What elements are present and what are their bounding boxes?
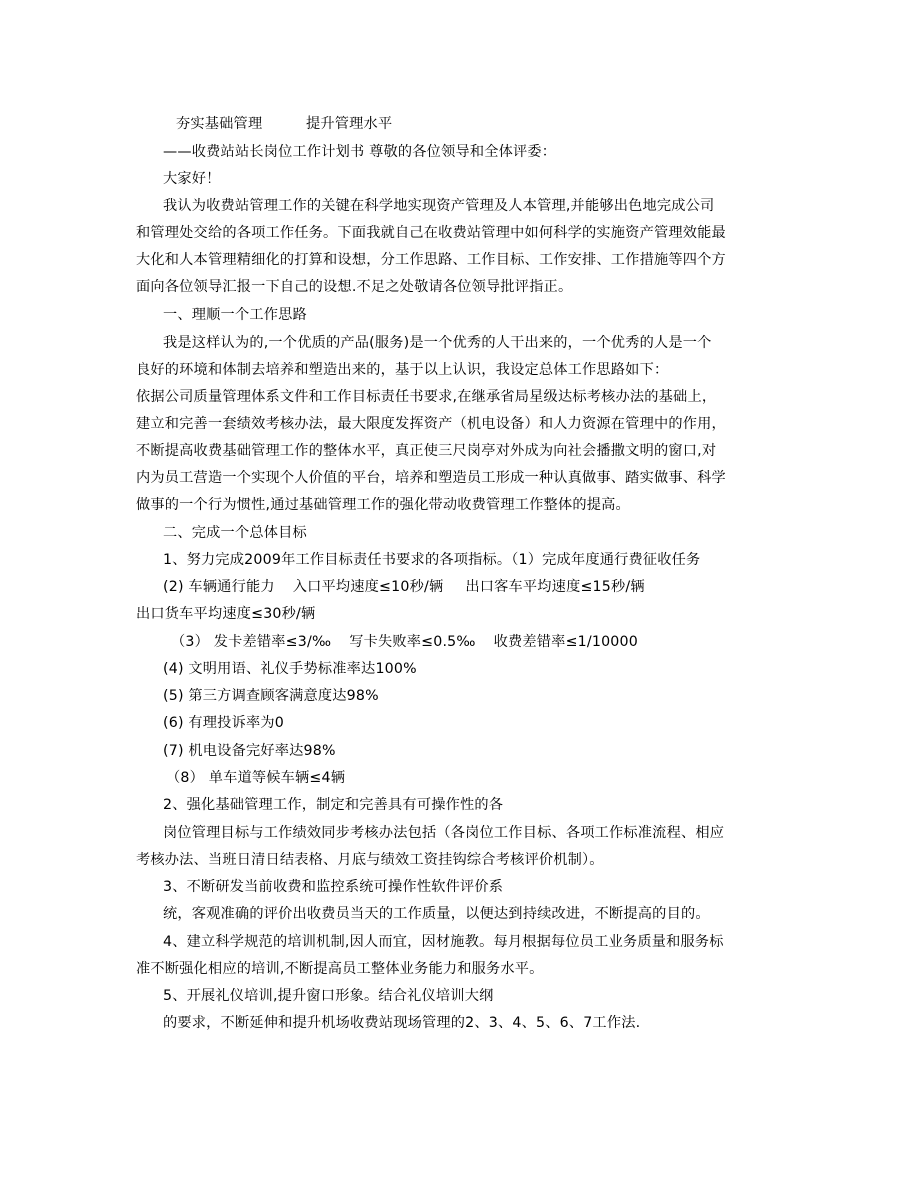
goal-item-2-body: 岗位管理目标与工作绩效同步考核办法包括（各岗位工作目标、各项工作标准流程、相应 [163,825,725,841]
intro-line: 和管理处交给的各项工作任务。下面我就自己在收费站管理中如何科学的实施资产管理效能最 [136,225,726,241]
section1-para2-line: 不断提高收费基础管理工作的整体水平，真正使三尺岗亭对外成为向社会播撒文明的窗口,对 [136,443,717,459]
greeting: 大家好！ [163,171,221,187]
section1-para2-line: 做事的一个行为惯性,通过基础管理工作的强化带动收费管理工作整体的提高。 [136,497,630,513]
goal-item-1-2 [163,577,645,597]
section1-para2-line: 内为员工营造一个实现个人价值的平台，培养和塑造员工形成一种认真做事、踏实做事、科学 [136,470,726,486]
goal-item-1-7: (7) 机电设备完好率达98% [163,743,336,759]
document-title-part1: 夯实基础管理 [176,116,263,132]
goal-item-1-3-fee-error: 收费差错率≤1/10000 [493,634,638,650]
document-title-part2: 提升管理水平 [306,116,393,132]
goal-item-2-head: 2、强化基础管理工作，制定和完善具有可操作性的各 [163,797,504,813]
goal-item-1-6: (6) 有理投诉率为0 [163,715,284,731]
intro-line: 大化和人本管理精细化的打算和设想，分工作思路、工作目标、工作安排、工作措施等四个方 [136,252,726,268]
goal-item-5-body: 的要求，不断延伸和提升机场收费站现场管理的2、3、4、5、6、7工作法. [163,1015,641,1031]
goal-item-1-2-entry-speed: 入口平均速度≤10秒/辆 [292,579,444,595]
intro-line: 我认为收费站管理工作的关键在科学地实现资产管理及人本管理,并能够出色地完成公司 [163,198,715,214]
intro-line: 面向各位领导汇报一下自己的设想.不足之处敬请各位领导批评指正。 [136,279,573,295]
section1-para2-line: 依据公司质量管理体系文件和工作目标责任书要求,在继承省局星级达标考核办法的基础上， [136,389,717,405]
section2-heading: 二、完成一个总体目标 [163,525,307,541]
goal-item-1-3-card-error: （3） 发卡差错率≤3/‰ [171,634,332,650]
section1-para2-line: 建立和完善一套绩效考核办法，最大限度发挥资产（机电设备）和人力资源在管理中的作用， [136,416,726,432]
goal-item-1-3 [171,632,638,652]
goal-item-3-body: 统，客观准确的评价出收费员当天的工作质量，以便达到持续改进，不断提高的目的。 [163,906,710,922]
goal-item-1-2-exit-car-speed: 出口客车平均速度≤15秒/辆 [465,579,645,595]
goal-item-1-3-write-failure: 写卡失败率≤0.5‰ [349,634,476,650]
goal-item-1-8: （8） 单车道等候车辆≤4辆 [166,770,346,786]
goal-item-1: 1、努力完成2009年工作目标责任书要求的各项指标。（1）完成年度通行费征收任务 [163,552,701,568]
goal-item-1-2-label: (2) 车辆通行能力 [163,579,275,595]
goal-item-1-5: (5) 第三方调查顾客满意度达98% [163,688,379,704]
goal-item-4: 4、建立科学规范的培训机制,因人而宜，因材施教。每月根据每位员工业务质量和服务标 [163,934,724,950]
document-subtitle: ——收费站站长岗位工作计划书 尊敬的各位领导和全体评委： [163,144,557,160]
section1-para1-line: 我是这样认为的,一个优质的产品(服务)是一个优秀的人干出来的，一个优秀的人是一个 [163,335,712,351]
section1-para1-line: 良好的环境和体制去培养和塑造出来的，基于以上认识，我设定总体工作思路如下： [136,362,669,378]
section1-heading: 一、理顺一个工作思路 [163,307,307,323]
goal-item-3-head: 3、不断研发当前收费和监控系统可操作性软件评价系 [163,879,504,895]
goal-item-1-2-exit-truck-speed: 出口货车平均速度≤30秒/辆 [136,606,316,622]
goal-item-2-body: 考核办法、当班日清日结表格、月底与绩效工资挂钩综合考核评价机制）。 [136,852,604,868]
goal-item-4: 准不断强化相应的培训,不断提高员工整体业务能力和服务水平。 [136,961,544,977]
goal-item-5-head: 5、开展礼仪培训,提升窗口形象。结合礼仪培训大纲 [163,988,494,1004]
goal-item-1-4: (4) 文明用语、礼仪手势标准率达100% [163,661,417,677]
